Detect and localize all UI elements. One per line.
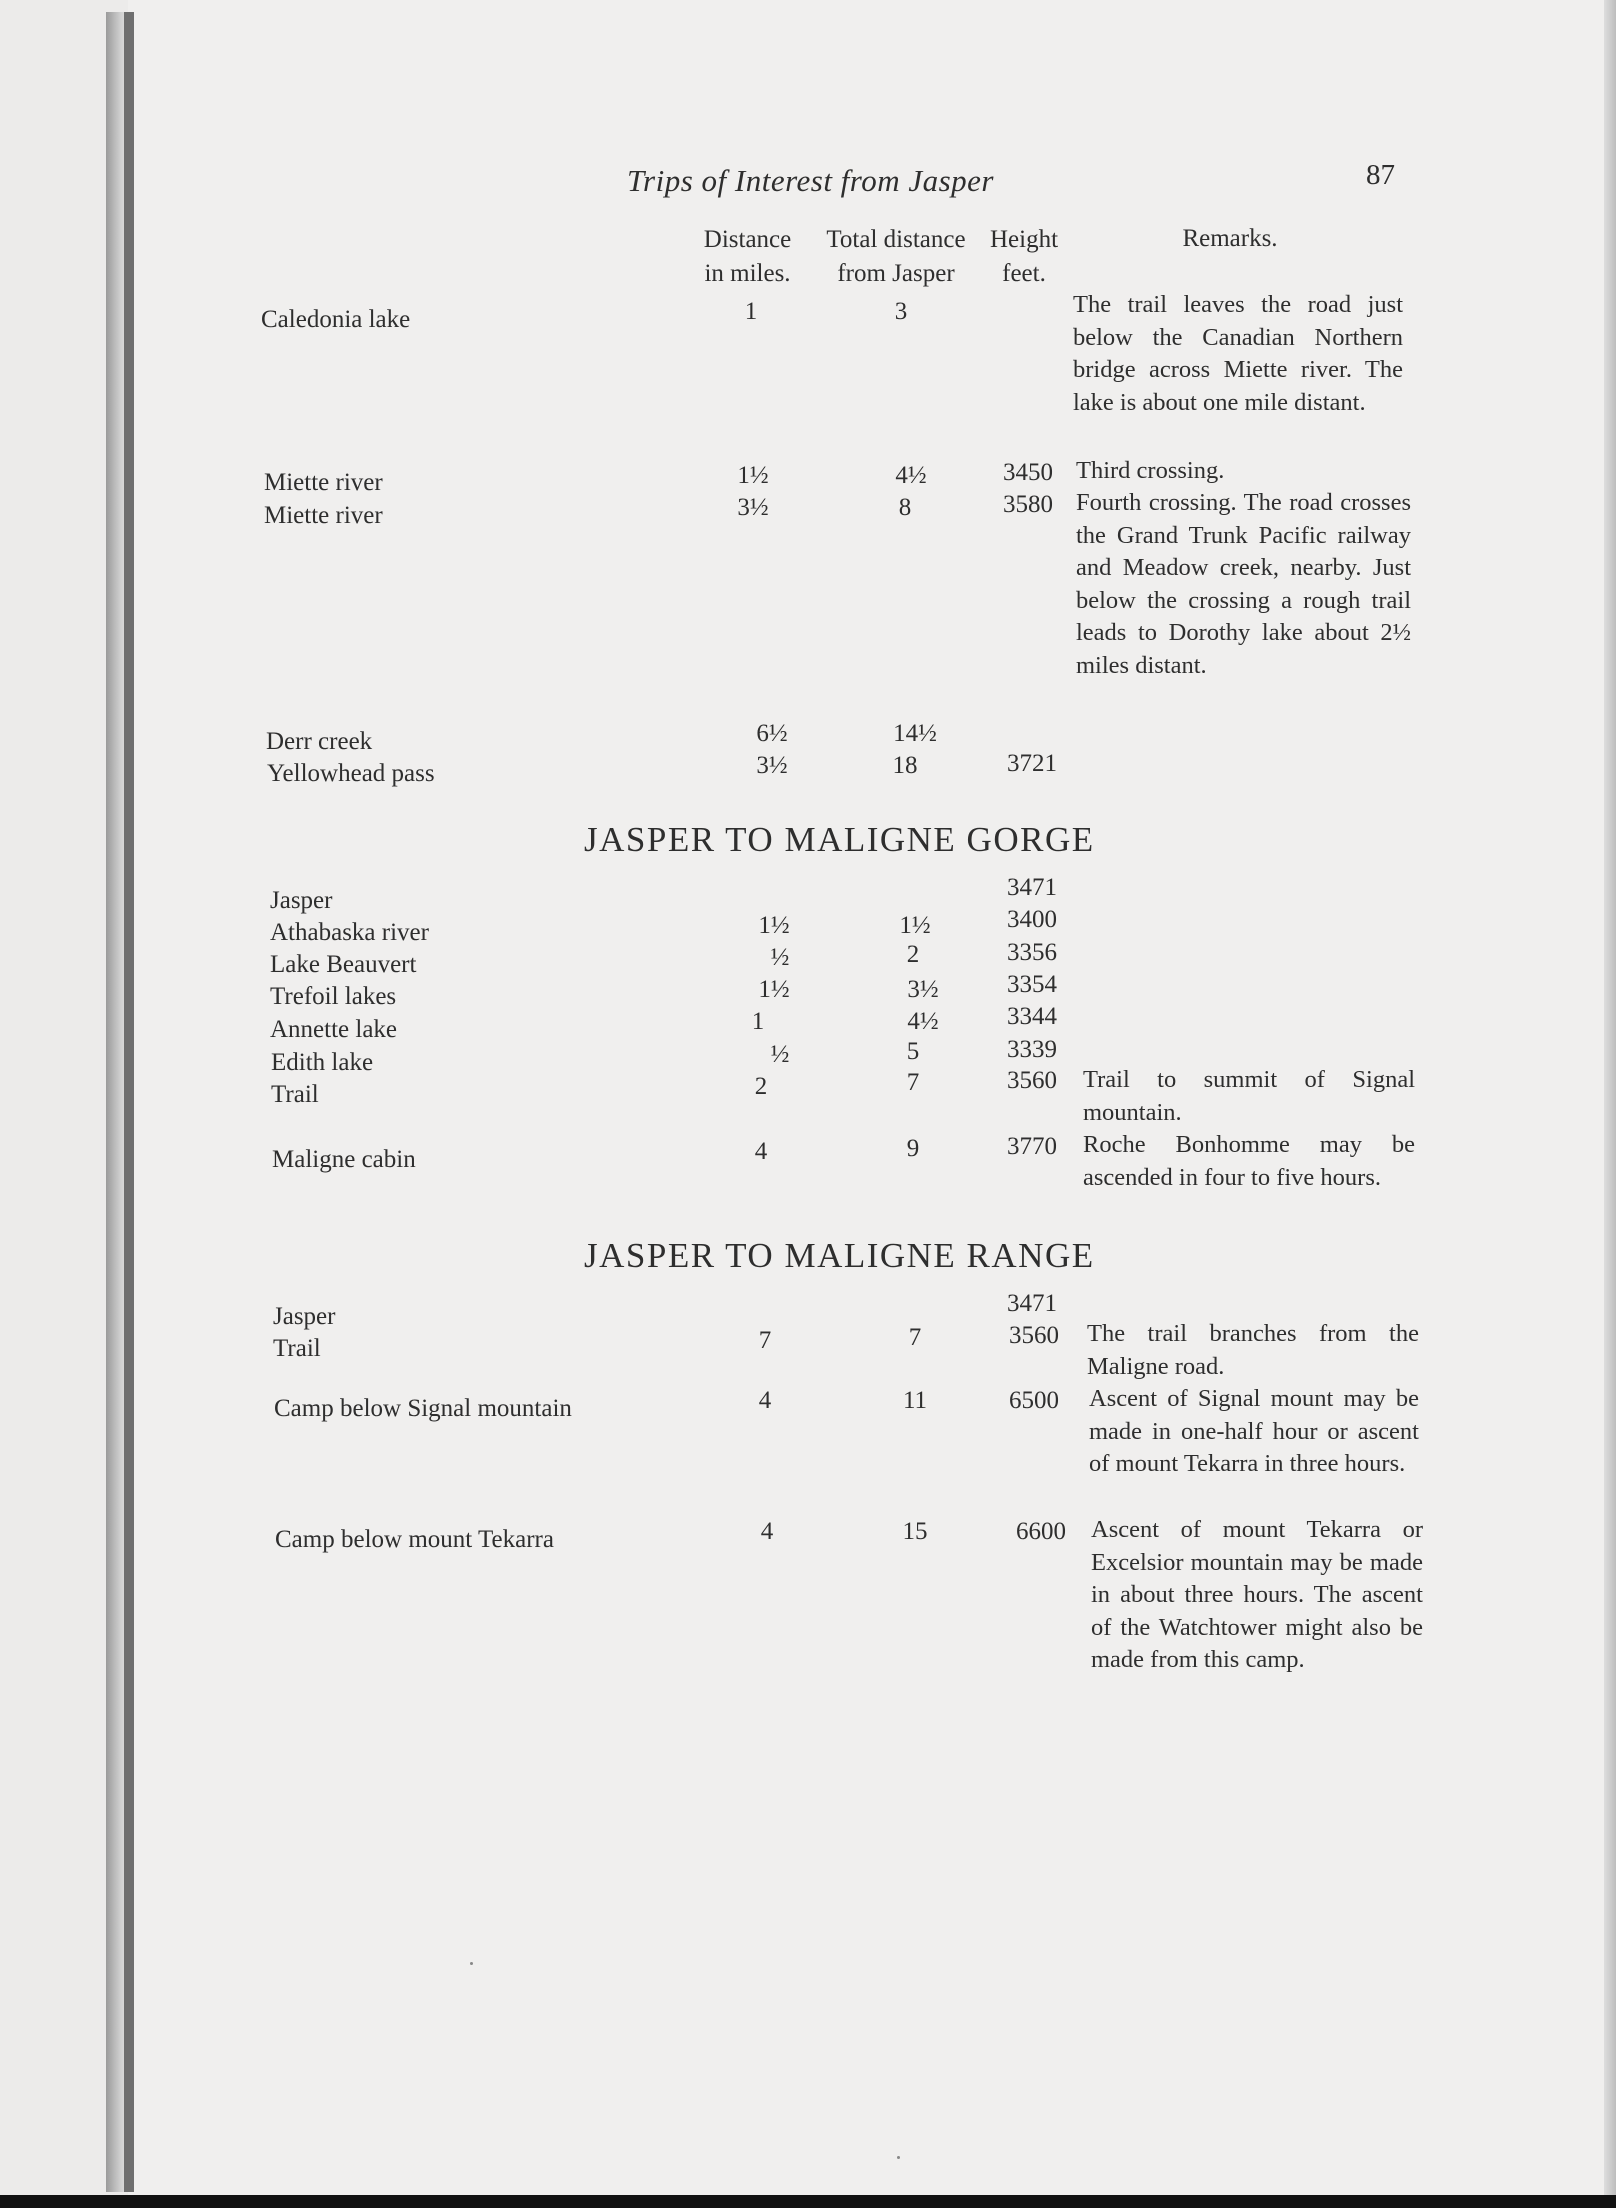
col-header-line: Height (989, 226, 1059, 253)
row-height: 3450 (1003, 459, 1053, 486)
row-place: Camp below mount Tekarra (275, 1526, 554, 1553)
row-height: 6600 (1016, 1518, 1066, 1545)
row-place: Trail (273, 1335, 321, 1362)
row-height: 3344 (1007, 1003, 1057, 1030)
row-distance: 1 (744, 298, 758, 325)
row-total: 7 (908, 1324, 922, 1351)
running-header: Trips of Interest from Jasper (627, 163, 994, 198)
row-height: 3721 (1007, 750, 1057, 777)
col-header-line: Total distance (826, 226, 966, 253)
col-header-line: feet. (1002, 260, 1046, 287)
row-distance: 3½ (756, 752, 788, 779)
row-place: Jasper (273, 1303, 336, 1330)
col-header-total (816, 223, 976, 291)
row-place: Trefoil lakes (270, 983, 397, 1010)
row-total: 2 (906, 941, 920, 968)
col-header-remarks: Remarks. (1182, 225, 1278, 252)
row-remarks: Ascent of Signal mount may be made in one-half hour or ascent of mount Tekarra in three hours. (1089, 1385, 1419, 1478)
row-height: 3770 (1007, 1133, 1057, 1160)
binding-line (124, 12, 134, 2192)
row-place: Athabaska river (270, 919, 429, 946)
row-remarks: Fourth crossing. The road crosses the Grand Trunk Pacific railway and Meadow creek, nearby. Just below the crossing a rough trail leads to Dorothy lake about 2½ miles distant. (1076, 489, 1411, 679)
row-place: Lake Beauvert (270, 951, 417, 978)
col-header-distance (690, 223, 805, 291)
row-distance: 2 (754, 1073, 768, 1100)
row-place: Miette river (264, 502, 383, 529)
dust-speck (897, 2156, 900, 2159)
row-remarks: Roche Bonhomme may be ascended in four to five hours. (1083, 1131, 1415, 1191)
row-total: 18 (892, 752, 918, 779)
row-remarks: Third crossing. (1076, 457, 1225, 484)
row-height: 3580 (1003, 491, 1053, 518)
page-number: 87 (1366, 159, 1395, 191)
row-height: 3560 (1007, 1067, 1057, 1094)
row-height: 3354 (1007, 971, 1057, 998)
row-place: Maligne cabin (272, 1146, 416, 1173)
col-header-height (984, 223, 1064, 291)
row-distance: 1 (751, 1008, 765, 1035)
row-total: 3½ (907, 976, 939, 1003)
col-header-line: Distance (703, 226, 792, 253)
row-height: 3471 (1007, 874, 1057, 901)
row-place: Miette river (264, 469, 383, 496)
row-height: 3339 (1007, 1036, 1057, 1063)
row-height: 3400 (1007, 906, 1057, 933)
row-distance: 6½ (756, 720, 788, 747)
row-height: 3356 (1007, 939, 1057, 966)
row-total: 8 (898, 494, 912, 521)
row-distance: 1½ (758, 912, 790, 939)
dust-speck (470, 1962, 473, 1965)
row-place: Derr creek (266, 728, 373, 755)
col-header-line: in miles. (704, 260, 791, 287)
row-distance: 1½ (737, 462, 769, 489)
row-distance: 4 (760, 1518, 774, 1545)
row-place: Trail (271, 1081, 319, 1108)
row-place: Annette lake (270, 1016, 398, 1043)
row-distance: 7 (758, 1327, 772, 1354)
row-height: 3471 (1007, 1290, 1057, 1317)
row-place: Camp below Signal mountain (274, 1395, 572, 1422)
row-total: 7 (906, 1069, 920, 1096)
row-remarks: Trail to summit of Signal mountain. (1083, 1066, 1415, 1126)
row-distance: ½ (770, 1041, 790, 1068)
row-distance: 4 (754, 1138, 768, 1165)
row-remarks: The trail branches from the Maligne road. (1087, 1320, 1419, 1380)
row-total: 9 (906, 1135, 920, 1162)
page-edge (1604, 0, 1616, 2195)
row-total: 15 (902, 1518, 928, 1545)
row-height: 3560 (1009, 1322, 1059, 1349)
row-place: Edith lake (271, 1049, 374, 1076)
row-place: Jasper (270, 887, 333, 914)
row-height: 6500 (1009, 1387, 1059, 1414)
row-distance: 1½ (758, 976, 790, 1003)
row-total: 3 (894, 298, 908, 325)
row-remarks: Ascent of mount Tekarra or Excelsior mountain may be made in about three hours. The ascent of the Watchtower might also be made from this camp. (1091, 1516, 1423, 1674)
section-title-maligne-gorge: JASPER TO MALIGNE GORGE (584, 820, 1095, 859)
section-title-maligne-range: JASPER TO MALIGNE RANGE (584, 1236, 1095, 1275)
row-total: 14½ (893, 720, 937, 747)
row-place: Caledonia lake (261, 306, 411, 333)
col-header-line: from Jasper (837, 260, 955, 287)
row-distance: 3½ (737, 494, 769, 521)
row-total: 4½ (895, 462, 927, 489)
row-place: Yellowhead pass (267, 760, 435, 787)
row-remarks: The trail leaves the road just below the Canadian Northern bridge across Miette river. The lake is about one mile distant. (1073, 291, 1403, 416)
row-total: 1½ (899, 912, 931, 939)
row-distance: ½ (770, 944, 790, 971)
row-total: 5 (906, 1038, 920, 1065)
row-total: 4½ (907, 1008, 939, 1035)
row-distance: 4 (758, 1387, 772, 1414)
scan-border (0, 2195, 1616, 2208)
row-total: 11 (902, 1387, 928, 1414)
